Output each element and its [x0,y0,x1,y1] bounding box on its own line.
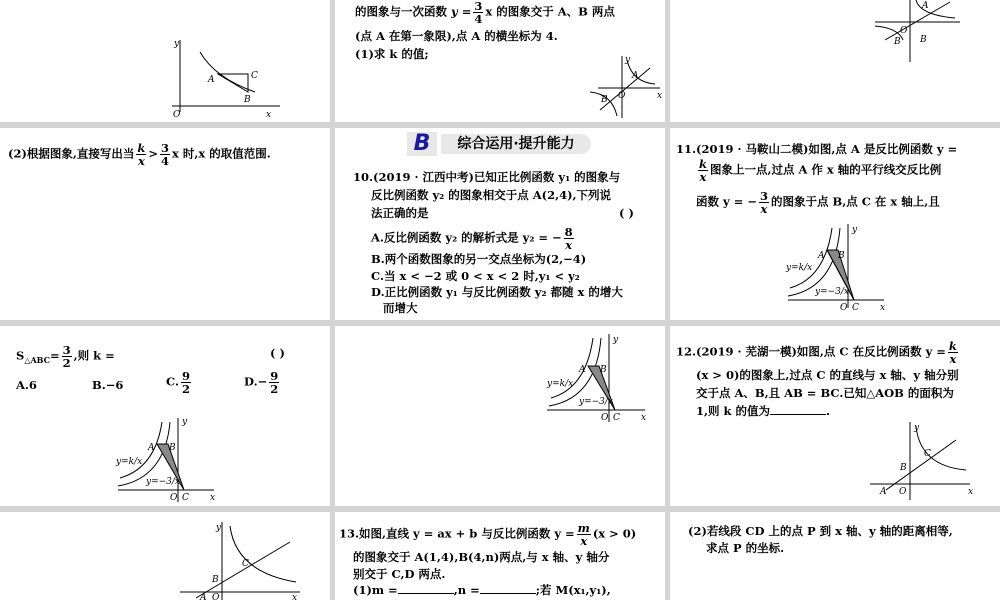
label-b: B [600,365,607,375]
label-f2: y=−3/x [815,287,850,297]
label-c: C [242,559,249,569]
q-line1a: 的图象与一次函数 [355,4,452,19]
q10-line3: 法正确的是 [371,206,429,220]
q-line1b: x 的图象交于 A、B 两点 [485,4,615,19]
q-eq: y = [451,4,472,19]
label-y: y [216,523,222,533]
q-line2: (点 A 在第一象限),点 A 的横坐标为 4. [355,29,558,43]
label-c: C [613,413,620,423]
panel-question-12: 12.(2019 · 芜湖一模)如图,点 C 在反比例函数 y = $\frac{k}{x}$ (x > 0)的图象上,过点 C 的直线与 x 轴、y 轴分别 交于点 A、B,且 AB = BC.已知△AOB 的面积为 1,则 k 的值为 . y C B A O x [670,326,1000,506]
panel-problem-continued [335,0,665,122]
option-d-line1[interactable]: D.正比例函数 y₁ 与反比例函数 y₂ 都随 x 的增大 [371,285,623,299]
q12-line4: 1,则 k 的值为 [696,404,770,418]
q13-line4c: ;若 M(x₁,y₁), [535,583,611,597]
equals: = [49,348,60,363]
q11-line2: 图象上一点,过点 A 作 x 轴的平行线交反比例 [709,162,942,177]
label-y: y [852,225,858,235]
label-o: O [212,593,220,600]
label-b: B [920,35,927,45]
label-f1: y=k/x [547,379,574,389]
label-x: x [266,110,272,120]
section-badge: B [407,132,437,156]
fraction-8-x: $\frac{8}{x}$ [564,225,573,252]
q11-line3b: 的图象于点 B,点 C 在 x 轴上,且 [770,194,940,209]
label-x: x [292,593,298,600]
q13-line1b: (x > 0) [592,526,637,541]
option-c[interactable]: C. $\frac{9}{2}$ [166,369,190,396]
graph-hyperbola-line [670,0,1000,122]
panel-graph-triangle [0,0,330,122]
q13-part2-line1: (2)若线段 CD 上的点 P 到 x 轴、y 轴的距离相等, [688,524,953,538]
option-d-line2: 而增大 [383,301,418,315]
option-a[interactable]: A.6 [16,378,37,392]
q12-line1: 12.(2019 · 芜湖一模)如图,点 C 在反比例函数 y = [676,344,946,359]
label-f2: y=−3/x [579,397,614,407]
label-a: A [632,71,639,81]
panel-question-13-part2 [670,512,1000,600]
q2-text2: x 时,x 的取值范围. [172,146,271,161]
label-x: x [880,303,886,313]
label-b: B [169,443,176,453]
q12-line2: (x > 0)的图象上,过点 C 的直线与 x 轴、y 轴分别 [696,368,959,382]
q10-line2: 反比例函数 y₂ 的图象相交于点 A(2,4),下列说 [371,188,612,202]
fraction-9-2: $\frac{9}{2}$ [181,369,190,396]
answer-blank-m[interactable] [398,581,454,594]
label-a: A [579,365,586,375]
answer-paren[interactable]: ( ) [619,206,634,220]
label-o: O [840,303,848,313]
label-y: y [182,417,188,427]
label-o: O [899,487,907,497]
label-f1: y=k/x [116,457,143,467]
label-a: A [880,487,887,497]
option-b[interactable]: B.−6 [92,378,124,392]
gt-sign: > [148,146,158,161]
graph-abc-triangle [0,0,330,122]
panel-question-2 [0,128,330,320]
label-b: B [894,37,901,47]
label-y: y [625,55,631,65]
label-c: C [924,449,931,459]
label-c: C [251,71,258,81]
q13-line4a: (1)m = [353,583,398,597]
s-symbol: S [16,348,25,363]
label-b: B [244,95,251,105]
option-d[interactable]: D.− $\frac{9}{2}$ [244,369,279,396]
label-o: O [900,26,908,36]
panel-question-13 [335,512,665,600]
label-a: A [818,251,825,261]
label-y: y [174,39,180,49]
fraction-m-x: $\frac{m}{x}$ [577,521,590,548]
label-a: A [200,593,207,600]
fraction-k-x: $\frac{k}{x}$ [699,157,707,184]
section-header [397,132,605,158]
option-b[interactable]: B.两个函数图象的另一交点坐标为(2,−4) [371,252,587,266]
q10-line1: 10.(2019 · 江西中考)已知正比例函数 y₁ 的图象与 [353,170,621,184]
q13-line1: 13.如图,直线 y = ax + b 与反比例函数 y = [339,526,575,541]
label-b: B [212,575,219,585]
q2-text1: (2)根据图象,直接写出当 [8,146,135,161]
q13-line3: 别交于 C,D 两点. [353,567,446,581]
option-c[interactable]: C.当 x < −2 或 0 < x < 2 时,y₁ < y₂ [371,269,580,283]
q13-line2: 的图象交于 A(1,4),B(4,n)两点,与 x 轴、y 轴分 [353,550,610,564]
label-x: x [210,493,216,503]
q11-line1: 11.(2019 · 马鞍山二模)如图,点 A 是反比例函数 y = [676,142,958,156]
option-a[interactable]: A.反比例函数 y₂ 的解析式是 y₂ = − [371,230,562,245]
label-a: A [208,75,215,85]
answer-paren[interactable]: ( ) [270,346,285,360]
graph-small [335,0,665,122]
panel-question-10 [335,128,665,320]
fraction-9-2: $\frac{9}{2}$ [270,369,279,396]
panel-graph-q11-center [335,326,665,506]
label-y: y [914,423,920,433]
label-x: x [641,413,647,423]
graph-q11 [670,128,1000,320]
q11-tail: ,则 k = [73,348,115,363]
fraction-k-x: $\frac{k}{x}$ [137,141,146,168]
q13-line4b: ,n = [453,583,480,597]
fraction-3-4: $\frac{3}{4}$ [161,141,170,168]
fraction-3-4: $\frac{3}{4}$ [474,0,483,26]
fraction-3-x: $\frac{3}{x}$ [759,189,768,216]
label-o: O [601,413,609,423]
graph-q12 [670,326,1000,506]
label-y: y [613,335,619,345]
label-b: B [838,251,845,261]
fraction-3-2: $\frac{3}{2}$ [62,343,71,370]
q-line3: (1)求 k 的值; [355,47,429,61]
label-o: O [170,493,178,503]
panel-graph-top-right [670,0,1000,122]
label-a: A [922,1,929,11]
label-x: x [657,91,663,101]
fraction-k-x: $\frac{k}{x}$ [948,339,957,366]
answer-blank-n[interactable] [480,581,536,594]
panel-graph-q13 [0,512,330,600]
graph-q13 [0,512,330,600]
q11-line3a: 函数 y = − [696,194,757,209]
panel-question-11-continued [0,326,330,506]
label-o: O [618,91,626,101]
label-c: C [182,493,189,503]
label-f2: y=−3/x [146,477,181,487]
section-title: 综合运用·提升能力 [441,134,591,154]
label-f1: y=k/x [786,263,813,273]
panel-question-11 [670,128,1000,320]
label-b: B [900,463,907,473]
label-o: O [173,110,181,120]
graph-q11-center [335,326,665,506]
q13-part2-line2: 求点 P 的坐标. [706,541,785,555]
label-b: B [601,95,608,105]
q12-line3: 交于点 A、B,且 AB = BC.已知△AOB 的面积为 [696,386,954,400]
label-a: A [148,443,155,453]
graph-q11-repeat [0,326,330,506]
s-subscript: △ABC [24,354,50,365]
label-x: x [968,487,974,497]
label-c: C [852,303,859,313]
